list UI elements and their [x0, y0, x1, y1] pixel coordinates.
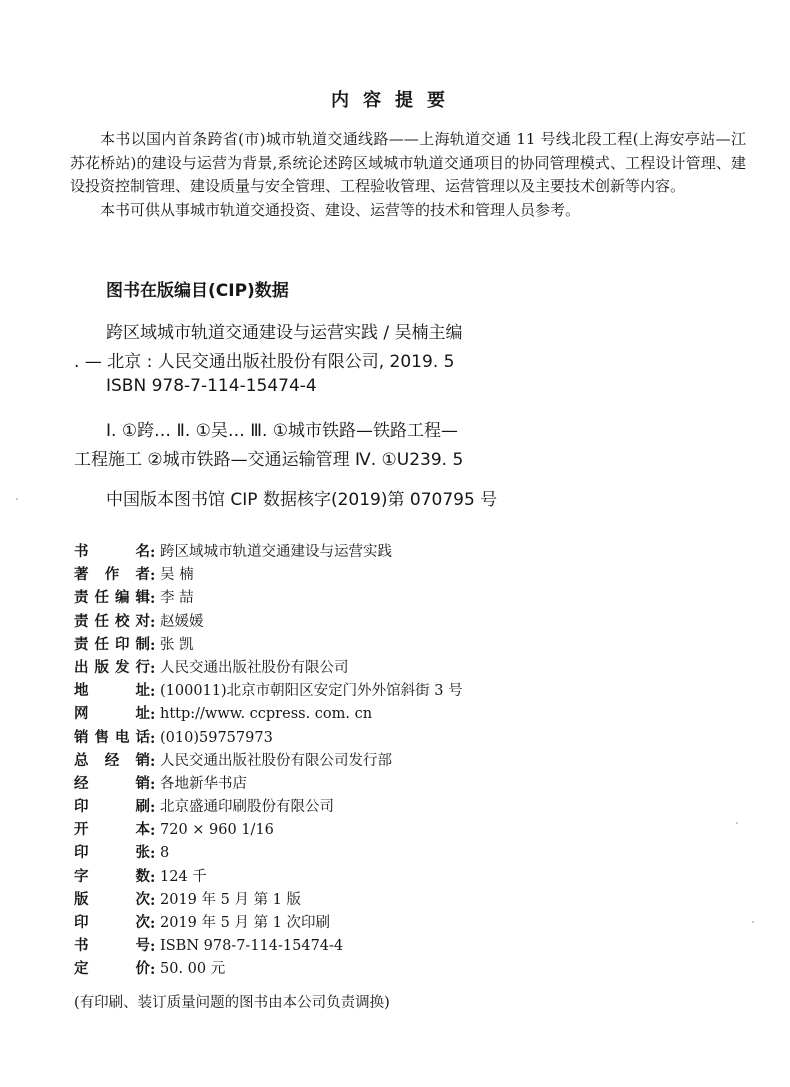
cip-line-classification-cont: 工程施工 ②城市铁路—交通运输管理 Ⅳ. ①U239. 5 — [74, 450, 464, 470]
meta-colon: : — [150, 590, 156, 608]
cip-line-title: 跨区域城市轨道交通建设与运营实践 / 吴楠主编 — [106, 323, 463, 343]
meta-colon: : — [150, 659, 156, 677]
summary-paragraph: 本书以国内首条跨省(市)城市轨道交通线路——上海轨道交通 11 号线北段工程(上海安亭站—江苏花桥站)的建设与运营为背景,系统论述跨区域城市轨道交通项目的协同管理模式、工程设计管理、建设投资控制管理、建设质量与安全管理、工程验收管理、运营管理以及主要技术创新等内容。 — [70, 130, 746, 195]
meta-row-price — [74, 958, 754, 981]
scan-speck — [736, 822, 738, 824]
meta-colon: : — [150, 544, 156, 561]
meta-colon: : — [150, 729, 156, 747]
meta-value: 720 × 960 1/16 — [160, 822, 274, 839]
meta-label: 印张 — [74, 845, 150, 862]
meta-row-printer — [74, 796, 754, 819]
meta-colon: : — [150, 706, 156, 724]
meta-label: 字数 — [74, 868, 150, 885]
meta-label: 版次 — [74, 891, 150, 908]
meta-colon: : — [150, 961, 156, 979]
meta-row-title — [74, 541, 754, 564]
summary-body — [70, 128, 746, 222]
meta-colon: : — [150, 938, 156, 956]
meta-row-website — [74, 703, 754, 726]
meta-label: 印次 — [74, 915, 150, 931]
meta-row-editor — [74, 587, 754, 610]
meta-row-isbn — [74, 935, 754, 958]
meta-label: 网址 — [74, 706, 150, 723]
meta-label: 书名 — [74, 544, 150, 560]
meta-colon: : — [150, 799, 156, 817]
meta-label: 定价 — [74, 961, 150, 978]
meta-row-printing-supervisor — [74, 634, 754, 657]
meta-row-format — [74, 819, 754, 842]
meta-label: 开本 — [74, 822, 150, 839]
meta-colon: : — [150, 567, 156, 585]
meta-colon: : — [150, 822, 156, 840]
meta-colon: : — [150, 636, 156, 654]
meta-colon: : — [150, 891, 156, 909]
meta-value: 2019 年 5 月 第 1 次印刷 — [160, 915, 331, 931]
meta-colon: : — [150, 752, 156, 770]
meta-value: 各地新华书店 — [160, 775, 247, 792]
meta-row-author — [74, 564, 754, 587]
meta-value: 赵媛媛 — [160, 613, 204, 630]
cip-line-classification: Ⅰ. ①跨… Ⅱ. ①吴… Ⅲ. ①城市铁路—铁路工程— — [106, 421, 459, 441]
meta-label: 责任编辑 — [74, 590, 150, 607]
cip-line-isbn: ISBN 978-7-114-15474-4 — [106, 376, 317, 396]
meta-row-word-count — [74, 866, 754, 889]
summary-paragraph: 本书可供从事城市轨道交通投资、建设、运营等的技术和管理人员参考。 — [100, 200, 581, 219]
meta-value: 北京盛通印刷股份有限公司 — [160, 799, 334, 816]
meta-label: 责任校对 — [74, 613, 150, 630]
meta-row-edition — [74, 889, 754, 912]
scan-speck — [16, 498, 18, 500]
quality-notice: (有印刷、装订质量问题的图书由本公司负责调换) — [74, 995, 390, 1011]
meta-value: 吴 楠 — [160, 567, 194, 584]
meta-value: 张 凯 — [160, 636, 194, 653]
meta-value: 人民交通出版社股份有限公司 — [160, 659, 349, 676]
meta-value: 跨区域城市轨道交通建设与运营实践 — [160, 544, 392, 560]
cip-line-publisher: . — 北京 : 人民交通出版社股份有限公司, 2019. 5 — [74, 352, 455, 372]
meta-row-address — [74, 680, 754, 703]
meta-value: 8 — [160, 845, 170, 862]
meta-colon: : — [150, 845, 156, 863]
meta-value: 人民交通出版社股份有限公司发行部 — [160, 752, 392, 769]
meta-value: ISBN 978-7-114-15474-4 — [160, 938, 344, 955]
meta-row-sheets — [74, 842, 754, 865]
meta-colon: : — [150, 683, 156, 701]
meta-colon: : — [150, 915, 156, 932]
meta-colon: : — [150, 868, 156, 886]
cip-line-record-number: 中国版本图书馆 CIP 数据核字(2019)第 070795 号 — [106, 490, 498, 510]
meta-row-retailer — [74, 773, 754, 796]
meta-value: 124 千 — [160, 868, 207, 885]
meta-label: 责任印制 — [74, 636, 150, 653]
meta-label: 印刷 — [74, 799, 150, 816]
meta-row-distributor — [74, 750, 754, 773]
meta-colon: : — [150, 613, 156, 631]
meta-label: 销售电话 — [74, 729, 150, 746]
meta-label: 总经销 — [74, 752, 150, 769]
summary-title: 内容提要 — [331, 90, 459, 111]
meta-label: 经销 — [74, 775, 150, 792]
meta-value: (010)59757973 — [160, 729, 273, 746]
cip-heading: 图书在版编目(CIP)数据 — [106, 281, 289, 301]
meta-row-publisher — [74, 657, 754, 680]
meta-label: 出版发行 — [74, 659, 150, 676]
meta-row-printing — [74, 912, 754, 935]
meta-value: http://www. ccpress. com. cn — [160, 706, 373, 723]
scan-speck — [752, 921, 754, 923]
meta-label: 书号 — [74, 938, 150, 955]
meta-value: 李 喆 — [160, 590, 194, 607]
meta-row-proofreader — [74, 611, 754, 634]
meta-value: 2019 年 5 月 第 1 版 — [160, 891, 302, 908]
meta-colon: : — [150, 775, 156, 793]
meta-value: 50. 00 元 — [160, 961, 226, 978]
meta-row-sales-phone — [74, 727, 754, 750]
meta-label: 著作者 — [74, 567, 150, 584]
meta-label: 地址 — [74, 683, 150, 700]
meta-value: (100011)北京市朝阳区安定门外外馆斜街 3 号 — [160, 683, 463, 700]
publication-metadata — [74, 541, 754, 982]
